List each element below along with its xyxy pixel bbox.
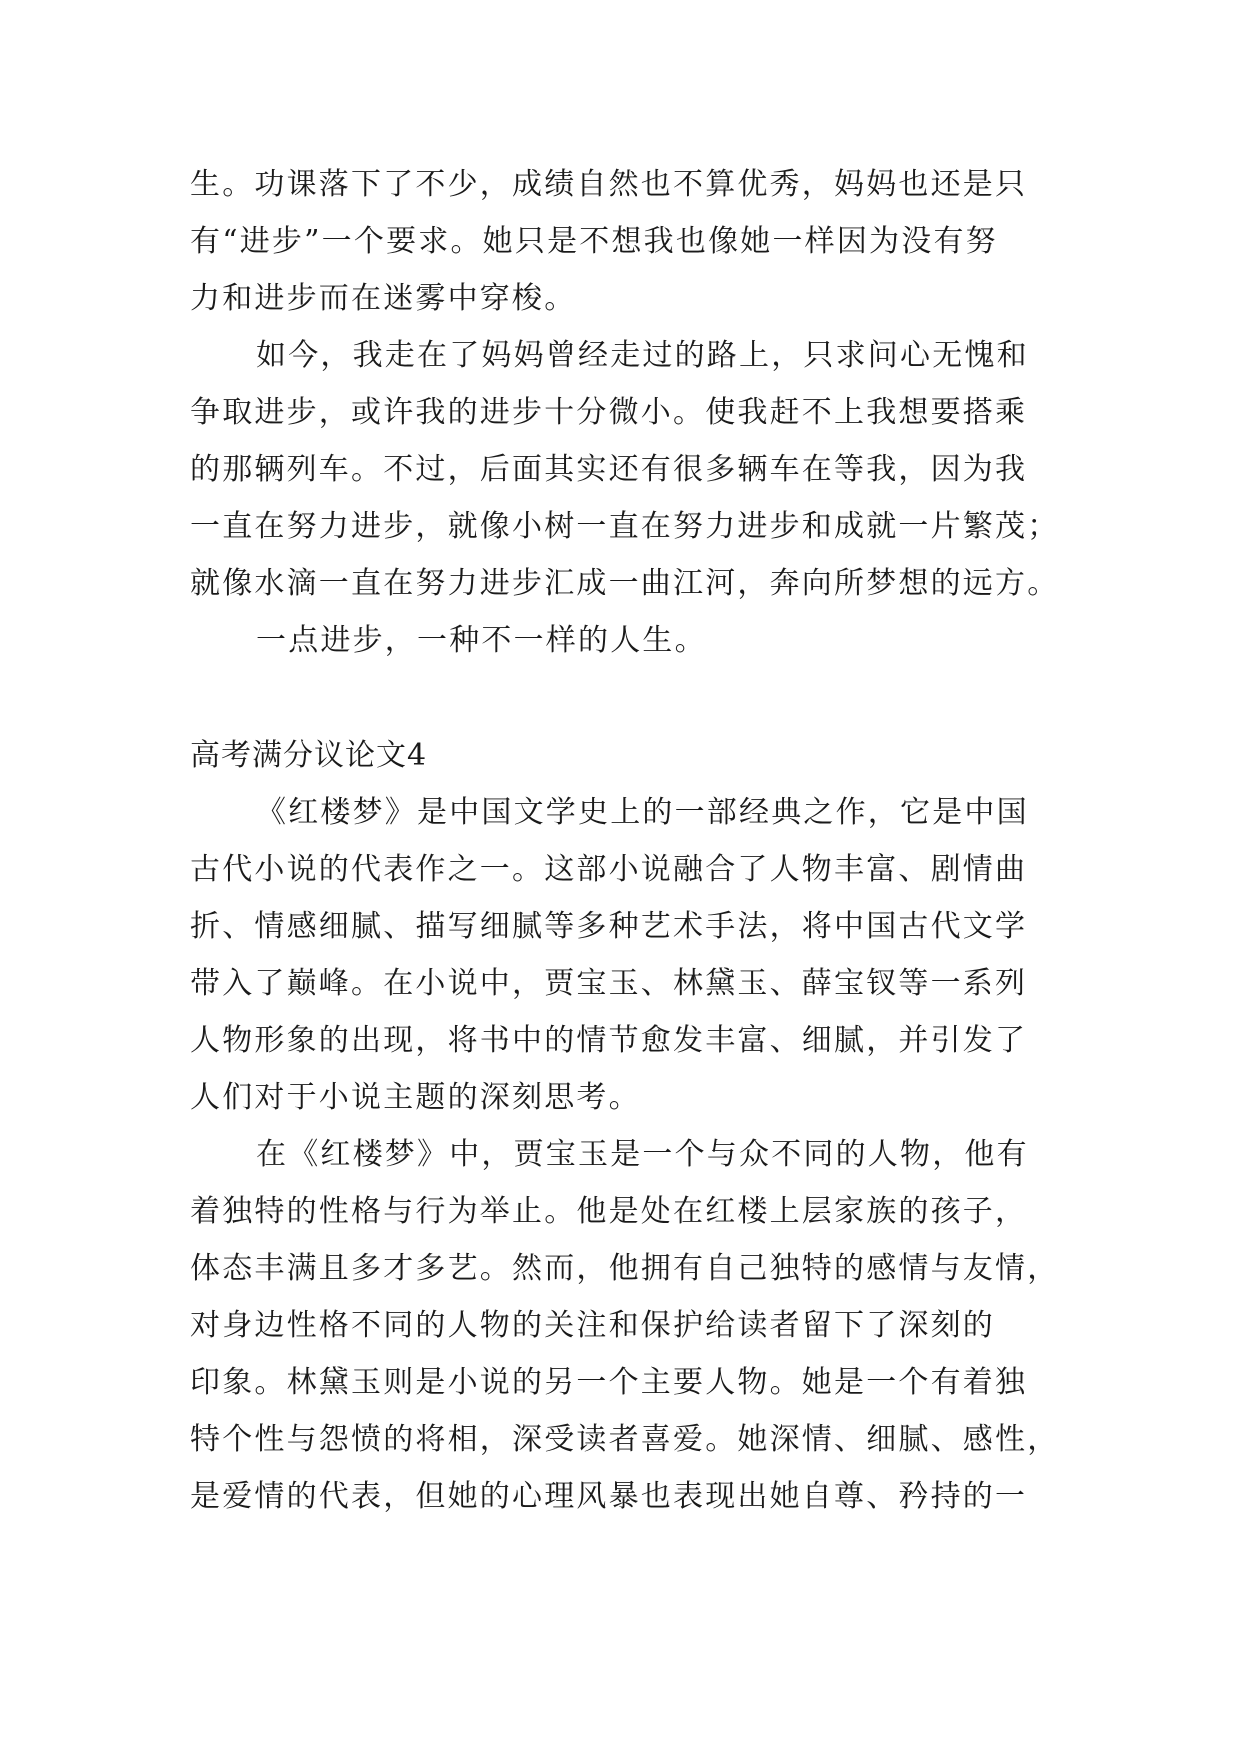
paragraph-first-line: 一点进步，一种不一样的人生。 bbox=[256, 623, 707, 658]
text-line: 是爱情的代表，但她的心理风暴也表现出她自尊、矜持的一 bbox=[190, 1479, 1028, 1514]
section-heading: 高考满分议论文4 bbox=[190, 738, 428, 773]
text-line: 着独特的性格与行为举止。他是处在红楼上层家族的孩子， bbox=[190, 1194, 1028, 1229]
paragraph-first-line: 《红楼梦》是中国文学史上的一部经典之作，它是中国 bbox=[256, 795, 1029, 830]
text-line: 就像水滴一直在努力进步汇成一曲江河，奔向所梦想的远方。 bbox=[190, 566, 1060, 601]
text-line: 古代小说的代表作之一。这部小说融合了人物丰富、剧情曲 bbox=[190, 852, 1028, 887]
text-line: 体态丰满且多才多艺。然而，他拥有自己独特的感情与友情， bbox=[190, 1251, 1060, 1286]
text-line: 对身边性格不同的人物的关注和保护给读者留下了深刻的 bbox=[190, 1308, 995, 1343]
text-line: 印象。林黛玉则是小说的另一个主要人物。她是一个有着独 bbox=[190, 1365, 1028, 1400]
text-line: 特个性与怨愤的将相，深受读者喜爱。她深情、细腻、感性， bbox=[190, 1422, 1060, 1457]
text-line: 力和进步而在迷雾中穿梭。 bbox=[190, 281, 577, 316]
text-line: 争取进步，或许我的进步十分微小。使我赶不上我想要搭乘 bbox=[190, 395, 1028, 430]
text-line: 的那辆列车。不过，后面其实还有很多辆车在等我，因为我 bbox=[190, 452, 1028, 487]
text-line: 生。功课落下了不少，成绩自然也不算优秀，妈妈也还是只 bbox=[190, 167, 1028, 202]
text-line: 人物形象的出现，将书中的情节愈发丰富、细腻，并引发了 bbox=[190, 1023, 1028, 1058]
text-line: 折、情感细腻、描写细腻等多种艺术手法，将中国古代文学 bbox=[190, 909, 1028, 944]
text-line: 人们对于小说主题的深刻思考。 bbox=[190, 1080, 641, 1115]
text-line: 一直在努力进步，就像小树一直在努力进步和成就一片繁茂； bbox=[190, 509, 1060, 544]
text-line: 有“进步”一个要求。她只是不想我也像她一样因为没有努 bbox=[190, 224, 998, 259]
paragraph-first-line: 在《红楼梦》中，贾宝玉是一个与众不同的人物，他有 bbox=[256, 1137, 1029, 1172]
text-line: 带入了巅峰。在小说中，贾宝玉、林黛玉、薛宝钗等一系列 bbox=[190, 966, 1028, 1001]
paragraph-first-line: 如今，我走在了妈妈曾经走过的路上，只求问心无愧和 bbox=[256, 338, 1029, 373]
